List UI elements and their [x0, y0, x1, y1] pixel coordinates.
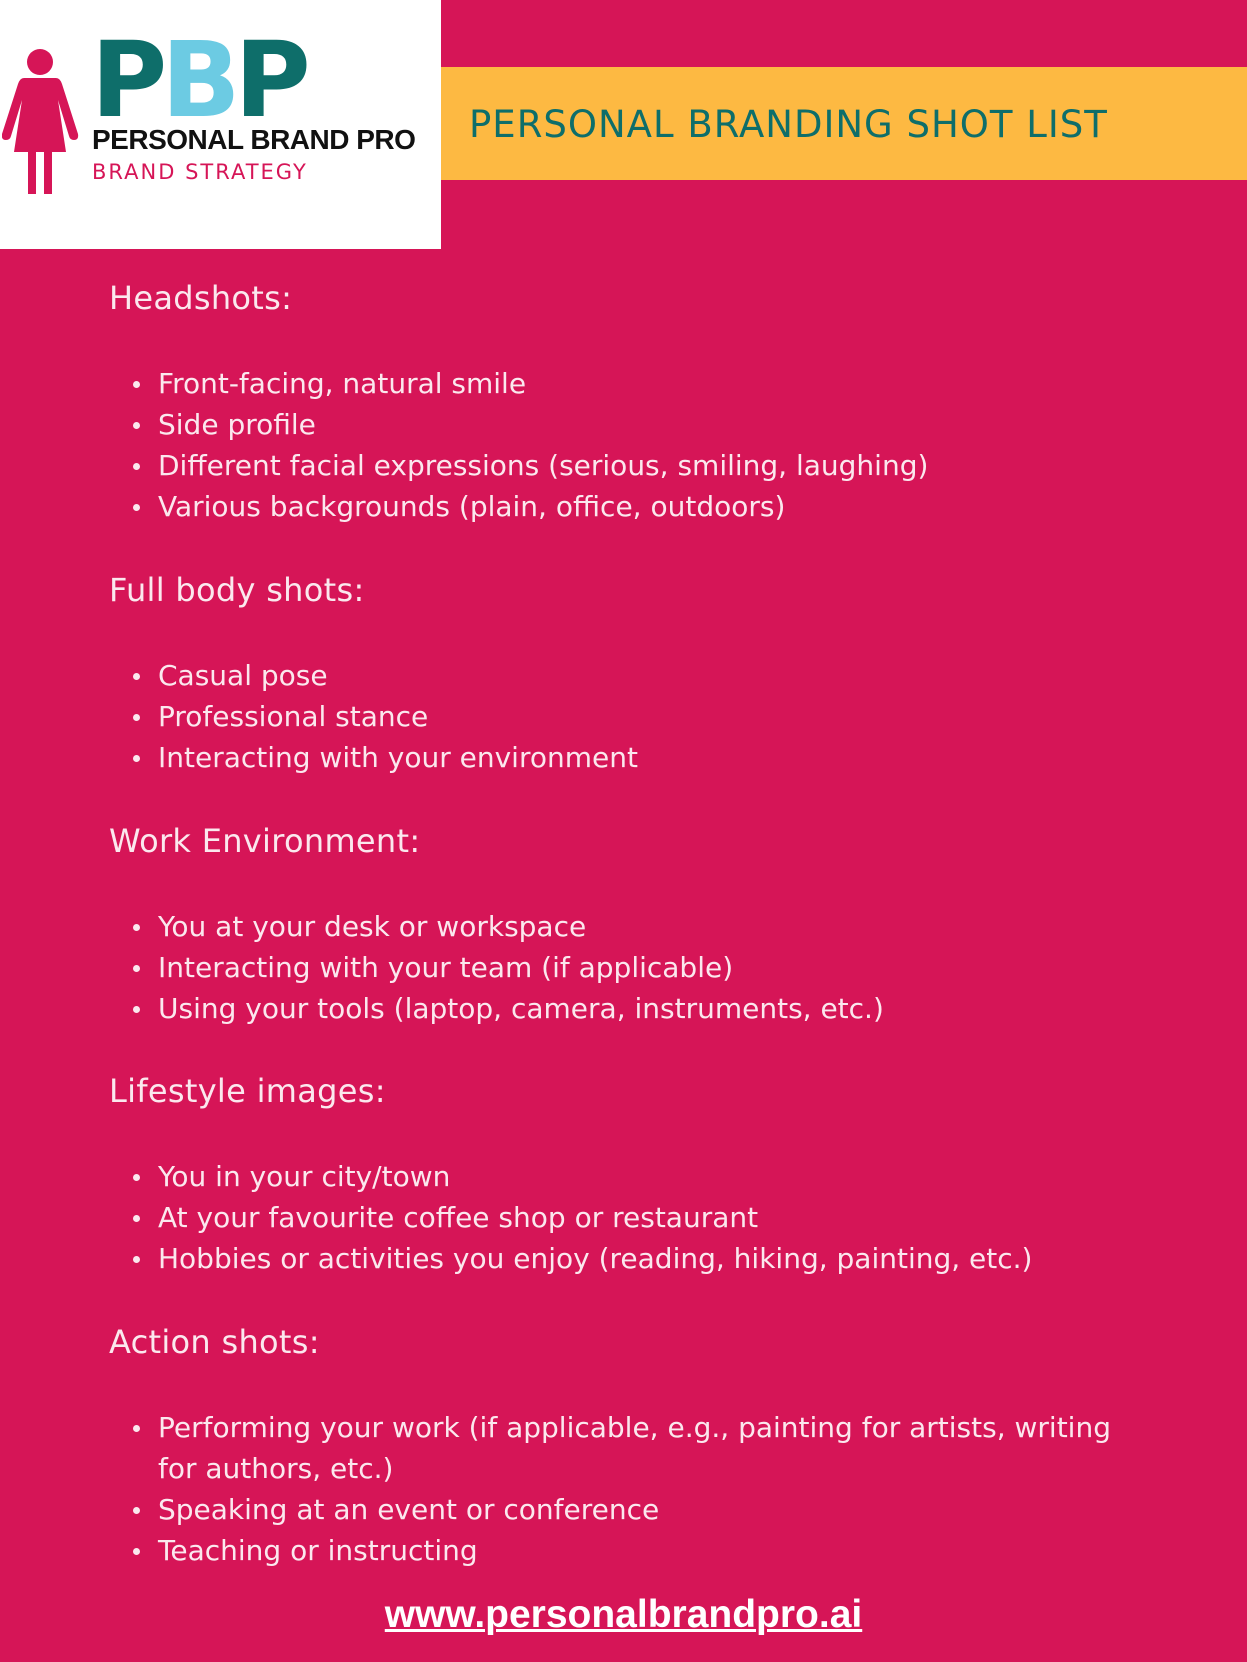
section-work-environment [109, 822, 1159, 1029]
list-item: You at your desk or workspace [131, 906, 1159, 947]
list-item: Side profile [131, 404, 1159, 445]
list-item: Teaching or instructing [131, 1530, 1111, 1571]
bullet-list [131, 363, 1159, 527]
section-lifestyle-images [109, 1072, 1159, 1279]
logo-tagline: BRAND STRATEGY [92, 160, 308, 184]
list-item: Different facial expressions (serious, smiling, laughing) [131, 445, 1159, 486]
list-item: Interacting with your environment [131, 737, 1159, 778]
bullet-list [131, 655, 1159, 778]
bullet-list [131, 906, 1159, 1029]
list-item: Various backgrounds (plain, office, outdoors) [131, 486, 1159, 527]
list-item: Hobbies or activities you enjoy (reading, hiking, painting, etc.) [131, 1238, 1159, 1279]
section-heading: Full body shots: [109, 571, 365, 609]
list-item: You in your city/town [131, 1156, 1159, 1197]
list-item: At your favourite coffee shop or restaurant [131, 1197, 1159, 1238]
page-title: PERSONAL BRANDING SHOT LIST [469, 103, 1108, 146]
person-figure-icon [2, 48, 82, 196]
section-heading: Action shots: [109, 1323, 320, 1361]
logo-brand-name: PERSONAL BRAND PRO [92, 124, 416, 155]
section-heading: Work Environment: [109, 822, 421, 860]
section-headshots [109, 279, 1159, 527]
website-link[interactable]: www.personalbrandpro.ai [384, 1593, 863, 1636]
title-bar [441, 67, 1247, 180]
list-item: Casual pose [131, 655, 1159, 696]
bullet-list [131, 1156, 1159, 1279]
section-heading: Lifestyle images: [109, 1072, 386, 1110]
section-heading: Headshots: [109, 279, 293, 317]
list-item: Using your tools (laptop, camera, instruments, etc.) [131, 988, 1159, 1029]
logo-monogram: PBP [91, 19, 305, 141]
logo [0, 0, 441, 249]
list-item: Front-facing, natural smile [131, 363, 1159, 404]
list-item: Professional stance [131, 696, 1159, 737]
section-full-body-shots [109, 571, 1159, 778]
list-item: Performing your work (if applicable, e.g., painting for artists, writing for authors, etc.) [131, 1407, 1111, 1489]
bullet-list [131, 1407, 1111, 1571]
list-item: Interacting with your team (if applicable) [131, 947, 1159, 988]
list-item: Speaking at an event or conference [131, 1489, 1111, 1530]
section-action-shots [109, 1323, 1159, 1571]
